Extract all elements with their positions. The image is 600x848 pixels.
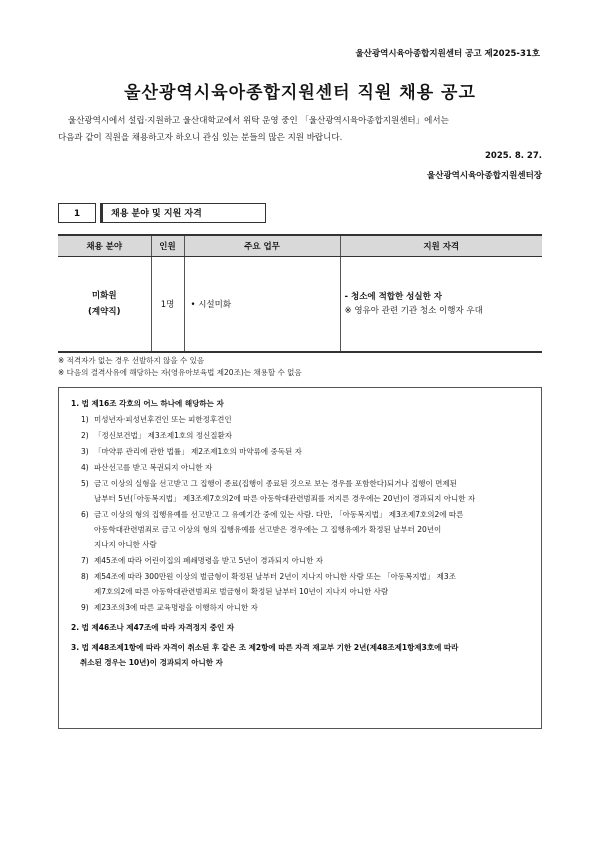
disqualification-heading: 3. 법 제48조제1항에 따라 자격이 취소된 후 같은 조 제2항에 따른 자격 재교부 기한 2년(제48조제1항제3호에 따라 bbox=[71, 643, 459, 652]
disqualification-item: 3) 「마약류 관리에 관한 법률」 제2조제1호의 마약류에 중독된 자 bbox=[81, 447, 302, 456]
table-header-row bbox=[58, 235, 542, 257]
intro-line: 다음과 같이 직원을 채용하고자 하오니 관심 있는 분들의 많은 지원 바랍니다. bbox=[58, 133, 343, 143]
disqualification-item: 9) 제23조의3에 따른 교육명령을 이행하지 아니한 자 bbox=[81, 603, 258, 612]
qualification-note: ※ 영유아 관련 기관 청소 이행자 우대 bbox=[344, 306, 483, 316]
notice-number: 울산광역시육아종합지원센터 공고 제2025-31호 bbox=[355, 49, 540, 59]
qualification-line: - 청소에 적합한 성실한 자 bbox=[344, 292, 442, 302]
disqualification-item: 8) 제54조에 따라 300만원 이상의 벌금형이 확정된 날부터 2년이 지나지 아니한 사람 또는 「아동복지법」 제3조 bbox=[81, 572, 456, 581]
disqualification-heading: 2. 법 제46조나 제47조에 따라 자격정지 중인 자 bbox=[71, 623, 235, 632]
section-heading bbox=[58, 203, 266, 223]
field-name: 미화원 bbox=[91, 291, 117, 301]
count-cell: 1명 bbox=[151, 257, 184, 353]
table-header: 인원 bbox=[151, 235, 184, 257]
signer: 울산광역시육아종합지원센터장 bbox=[427, 171, 542, 181]
disqualification-item: 4) 파산선고를 받고 복권되지 아니한 자 bbox=[81, 463, 213, 472]
disqualification-item: 2) 「정신보건법」 제3조제1호의 정신질환자 bbox=[81, 431, 232, 440]
field-cell bbox=[58, 257, 151, 353]
note-line: ※ 다음의 결격사유에 해당하는 자(영유아보육법 제20조)는 채용할 수 없음 bbox=[58, 368, 302, 377]
table-header: 주요 업무 bbox=[184, 235, 340, 257]
table-header: 채용 분야 bbox=[58, 235, 151, 257]
table-row bbox=[58, 257, 542, 353]
disqualification-item-cont: 제7호의2에 따른 아동학대관련범죄로 벌금형이 확정된 날부터 10년이 지나지 아니한 사람 bbox=[94, 587, 389, 596]
notes bbox=[58, 355, 302, 379]
disqualification-item: 7) 제45조에 따라 어린이집의 폐쇄명령을 받고 5년이 경과되지 아니한 자 bbox=[81, 556, 324, 565]
disqualification-item-cont: 날부터 5년(「아동복지법」 제3조제7호의2에 따른 아동학대관련범죄를 저지른 경우에는 20년)이 경과되지 아니한 자 bbox=[94, 494, 476, 503]
field-type: (계약직) bbox=[88, 307, 121, 317]
disqualification-item: 6) 금고 이상의 형의 집행유예를 선고받고 그 유예기간 중에 있는 사람. 다만, 「아동복지법」 제3조제7호의2에 따른 bbox=[81, 510, 464, 519]
duty-cell: • 시설미화 bbox=[184, 257, 340, 353]
disqualification-item: 1) 미성년자·피성년후견인 또는 피한정후견인 bbox=[81, 415, 232, 424]
disqualification-item-cont: 지나지 아니한 사람 bbox=[94, 540, 157, 549]
note-line: ※ 적격자가 없는 경우 선발하지 않을 수 있음 bbox=[58, 356, 205, 365]
disqualification-heading: 1. 법 제16조 각호의 어느 하나에 해당하는 자 bbox=[71, 399, 224, 408]
disqualification-heading-cont: 취소된 경우는 10년)이 경과되지 아니한 자 bbox=[80, 658, 223, 667]
qualification-cell bbox=[340, 257, 542, 353]
recruitment-table bbox=[58, 234, 542, 353]
section-title: 채용 분야 및 지원 자격 bbox=[100, 203, 266, 223]
section-number: 1 bbox=[58, 203, 96, 223]
table-header: 지원 자격 bbox=[340, 235, 542, 257]
disqualification-item-cont: 아동학대관련범죄로 금고 이상의 형의 집행유예를 선고받은 경우에는 그 집행유예가 확정된 날부터 20년이 bbox=[94, 525, 442, 534]
notice-date: 2025. 8. 27. bbox=[484, 151, 542, 161]
disqualification-box bbox=[58, 387, 542, 729]
page-title: 울산광역시육아종합지원센터 직원 채용 공고 bbox=[124, 83, 476, 103]
intro-line: 울산광역시에서 설립·지원하고 울산대학교에서 위탁 운영 중인 「울산광역시육아종합지원센터」에서는 bbox=[68, 116, 449, 126]
disqualification-item: 5) 금고 이상의 실형을 선고받고 그 집행이 종료(집행이 종료된 것으로 보는 경우를 포함한다)되거나 집행이 면제된 bbox=[81, 479, 457, 488]
intro-paragraph bbox=[58, 113, 540, 147]
